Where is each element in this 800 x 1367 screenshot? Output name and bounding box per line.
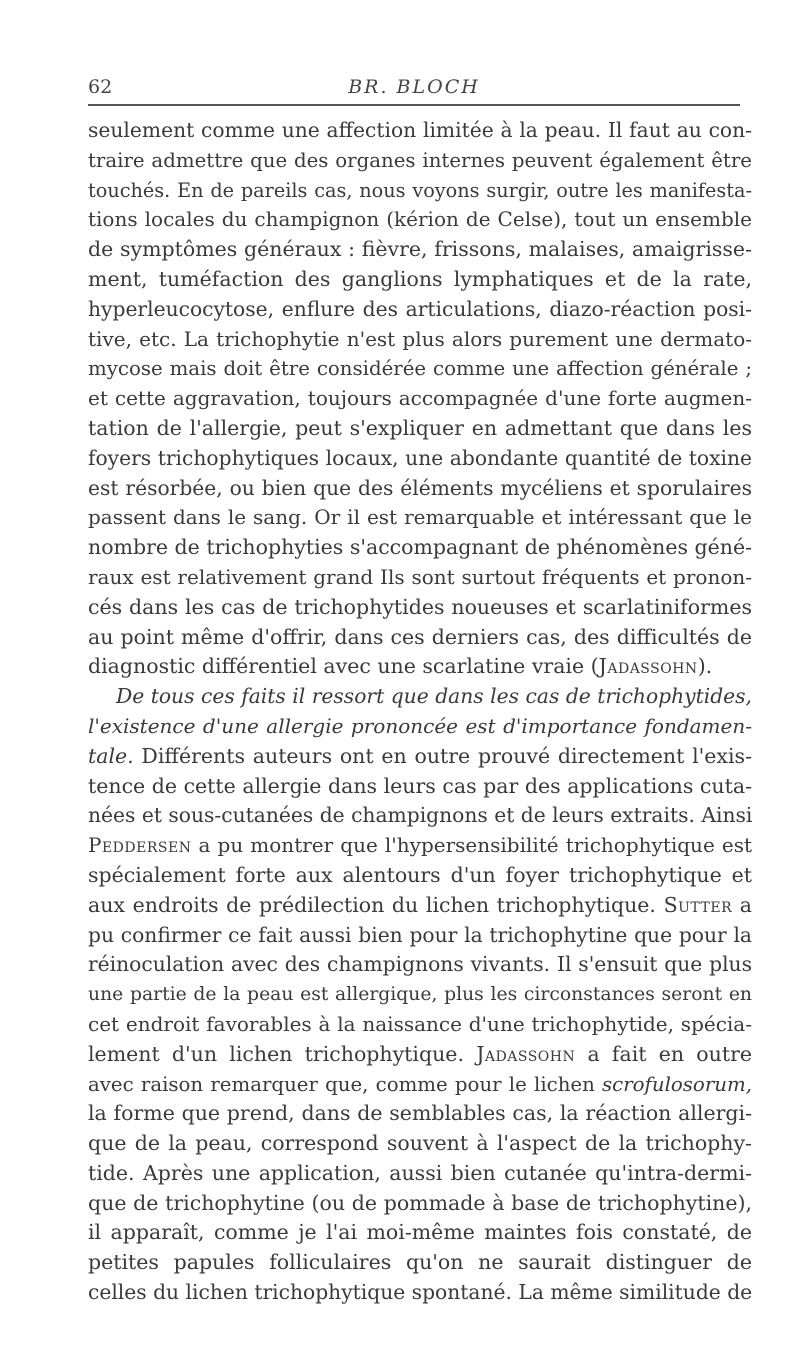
- running-head: BR. BLOCH: [348, 76, 480, 98]
- text-line: hyperleucocytose, enflure des articulations, diazo-réaction posi-: [88, 296, 752, 321]
- header-rule: [88, 104, 740, 106]
- text-line: raux est relativement grand Ils sont surtout fréquents et pronon-: [88, 564, 752, 589]
- text-line: l'existence d'une allergie prononcée est d'importance fondamen-: [88, 713, 752, 738]
- text-line: nées et sous-cutanées de champignons et de leurs extraits. Ainsi: [88, 803, 753, 828]
- page-number: 62: [88, 76, 113, 98]
- text-line: nombre de trichophyties s'accompagnant de phénomènes géné-: [88, 535, 753, 560]
- text-run: ).: [697, 654, 713, 679]
- text-line: une partie de la peau est allergique, plus les circonstances seront en: [88, 984, 752, 1006]
- text-line: est résorbée, ou bien que des éléments mycéliens et sporulaires: [88, 475, 752, 500]
- text-line: petites papules folliculaires qu'on ne saurait distinguer de: [88, 1250, 752, 1275]
- text-line: seulement comme une affection limitée à la peau. Il faut au con-: [88, 118, 752, 142]
- text-run: Différents auteurs ont en outre prouvé directement l'exis-: [133, 743, 752, 768]
- author-name: Jadassohn: [476, 1041, 576, 1066]
- text-line: tence de cette allergie dans leurs cas par des applications cuta-: [88, 773, 752, 798]
- text-line: De tous ces faits il ressort que dans les cas de trichophytides,: [116, 684, 752, 709]
- text-run: diagnostic différentiel avec une scarlatine vraie (: [88, 654, 599, 679]
- text-run: tale.: [88, 743, 134, 768]
- text-run: a: [732, 892, 752, 917]
- author-name: Sutter: [663, 892, 733, 917]
- text-line: foyers trichophytiques locaux, une abondante quantité de toxine: [88, 445, 752, 470]
- text-line: pu confirmer ce fait aussi bien pour la trichophytine que pour la: [88, 922, 752, 947]
- text-line: cés dans les cas de trichophytides noueuses et scarlatiniformes: [88, 594, 752, 619]
- author-name: Peddersen: [88, 833, 192, 858]
- author-name: Jadassohn: [598, 654, 698, 679]
- text-line: et cette aggravation, toujours accompagnée d'une forte augmen-: [88, 386, 752, 411]
- text-line: cet endroit favorables à la naissance d'une trichophytide, spécia-: [88, 1011, 752, 1036]
- text-line: tions locales du champignon (kérion de Celse), tout un ensemble: [88, 207, 752, 232]
- text-line: tive, etc. La trichophytie n'est plus alors purement une dermato-: [88, 326, 752, 351]
- text-line: tide. Après une application, aussi bien cutanée qu'intra-dermi-: [88, 1160, 752, 1185]
- text-line: [88, 742, 752, 772]
- text-line: réinoculation avec des champignons vivants. Il s'ensuit que plus: [88, 952, 752, 977]
- text-line: mycose mais doit être considérée comme une affection générale ;: [88, 357, 752, 381]
- text-line: [88, 1040, 752, 1070]
- text-run: scrofulosorum,: [602, 1072, 752, 1096]
- text-line: spécialement forte aux alentours d'un foyer trichophytique et: [88, 862, 752, 887]
- text-line: ment, tuméfaction des ganglions lymphatiques et de la rate,: [88, 266, 752, 291]
- text-run: avec raison remarquer que, comme pour le lichen: [88, 1072, 603, 1096]
- page-header: [88, 68, 740, 104]
- text-line: de symptômes généraux : fièvre, frissons, malaises, amaigrisse-: [88, 237, 752, 262]
- text-line: [88, 1070, 752, 1100]
- text-line: touchés. En de pareils cas, nous voyons surgir, outre les manifesta-: [88, 178, 752, 202]
- text-line: traire admettre que des organes internes peuvent également être: [88, 148, 752, 172]
- text-line: [88, 652, 752, 682]
- text-run: a pu montrer que l'hypersensibilité trichophytique est: [191, 833, 752, 858]
- text-line: au point même d'offrir, dans ces derniers cas, des difficultés de: [88, 624, 752, 649]
- text-line: la forme que prend, dans de semblables cas, la réaction allergi-: [88, 1101, 752, 1126]
- text-line: il apparaît, comme je l'ai moi-même maintes fois constaté, de: [88, 1220, 752, 1245]
- body-text: [88, 116, 752, 1308]
- text-run: a fait en outre: [575, 1041, 752, 1066]
- text-line: passent dans le sang. Or il est remarquable et intéressant que le: [88, 505, 752, 530]
- text-line: celles du lichen trichophytique spontané. La même similitude de: [88, 1280, 753, 1305]
- text-line: que de la peau, correspond souvent à l'aspect de la trichophy-: [88, 1131, 752, 1156]
- text-line: tation de l'allergie, peut s'expliquer en admettant que dans les: [88, 415, 752, 440]
- text-line: [88, 831, 752, 861]
- text-line: [88, 891, 752, 921]
- text-run: lement d'un lichen trichophytique.: [88, 1041, 477, 1066]
- text-run: aux endroits de prédilection du lichen trichophytique.: [88, 892, 664, 917]
- text-line: que de trichophytine (ou de pommade à base de trichophytine),: [88, 1190, 752, 1215]
